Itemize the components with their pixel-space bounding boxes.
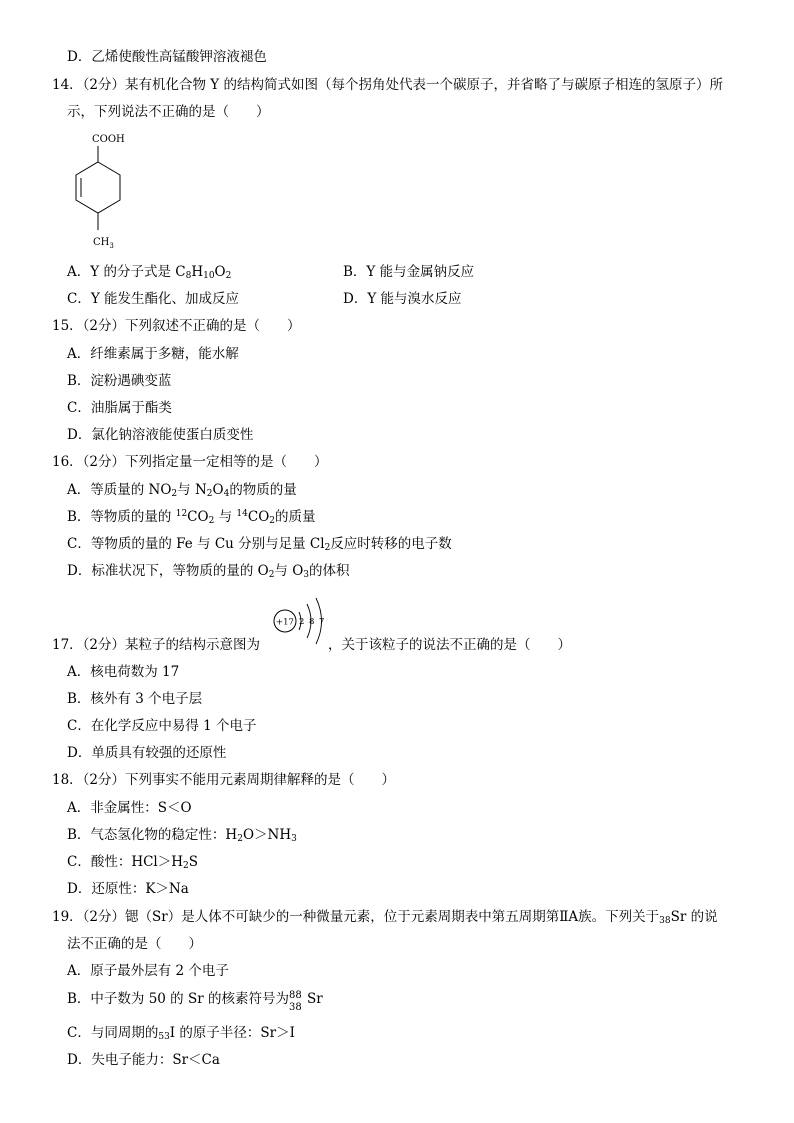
q14-option-a: A．Y 的分子式是 $C_8H_{10}O_2$ [67, 264, 232, 281]
svg-text:CH3: $CH_3$ [93, 237, 114, 250]
q17-stem-post: ，关于该粒子的说法不正确的是（ ） [328, 637, 571, 653]
q19-stem-line2: 法不正确的是（ ） [67, 936, 202, 952]
q15-option-d: D．氯化钠溶液能使蛋白质变性 [67, 427, 254, 443]
q18-option-c: C．酸性：$HCl>H_2S$ [67, 854, 199, 871]
cooh-label: COOH [92, 134, 125, 145]
q19-option-a: A．原子最外层有 2 个电子 [67, 963, 229, 979]
nucleus-label: +17 [276, 617, 294, 628]
q19-stem-line1: 19．（2分）锶（Sr）是人体不可缺少的一种微量元素，位于元素周期表中第五周期第ⅡA族。下列关于$_{38}$Sr 的说 [52, 909, 718, 926]
shell-2-electrons: 8 [309, 617, 315, 627]
q18-stem: 18．（2分）下列事实不能用元素周期律解释的是（ ） [52, 772, 396, 788]
q16-option-d: D．标准状况下，等物质的量的 $O_2$与 $O_3$的体积 [67, 563, 350, 580]
shell-1-electrons: 2 [299, 617, 305, 627]
q14-option-b: B．Y 能与金属钠反应 [343, 264, 475, 280]
q16-option-a: A．等质量的 $NO_2$与 $N_2O_4$的物质的量 [67, 482, 297, 499]
q19-option-c: C．与同周期的$_{53}$I 的原子半径：Sr＞I [67, 1025, 295, 1042]
q19-option-d: D．失电子能力：Sr＜Ca [67, 1052, 220, 1068]
q19-option-b: B．中子数为 50 的 Sr 的核素符号为 88 38 Sr [67, 989, 323, 1013]
q15-option-c: C．油脂属于酯类 [67, 400, 172, 416]
ch3-label: CH [93, 237, 110, 248]
q14-stem-line2: 示，下列说法不正确的是（ ） [67, 104, 270, 120]
q18-option-b: B．气态氢化物的稳定性：$H_2O>NH_3$ [67, 827, 297, 844]
q17-stem-pre: 17．（2分）某粒子的结构示意图为 [52, 637, 261, 653]
q17-atom-structure-diagram [272, 596, 332, 648]
q13-option-d: D．乙烯使酸性高锰酸钾溶液褪色 [67, 49, 267, 65]
q14-option-d: D．Y 能与溴水反应 [343, 291, 462, 307]
q17-option-b: B．核外有 3 个电子层 [67, 691, 203, 707]
shell-3-electrons: 7 [319, 617, 325, 627]
q18-option-d: D．还原性：K＞Na [67, 881, 189, 897]
q15-option-b: B．淀粉遇碘变蓝 [67, 373, 172, 389]
q15-option-a: A．纤维素属于多糖，能水解 [67, 346, 239, 362]
q16-stem: 16．（2分）下列指定量一定相等的是（ ） [52, 454, 328, 470]
q14-structure-diagram [60, 128, 150, 253]
q15-stem: 15．（2分）下列叙述不正确的是（ ） [52, 318, 301, 334]
q16-option-c: C．等物质的量的 Fe 与 Cu 分别与足量 $Cl_2$反应时转移的电子数 [67, 536, 452, 553]
q16-option-b: B．等物质的量的 $^{12}CO_2$ 与 $^{14}CO_2$的质量 [67, 509, 316, 526]
q17-option-a: A．核电荷数为 17 [67, 664, 180, 680]
q18-option-a: A．非金属性：S＜O [67, 800, 192, 816]
q14-option-c: C．Y 能发生酯化、加成反应 [67, 291, 240, 307]
q17-option-d: D．单质具有较强的还原性 [67, 745, 227, 761]
q17-option-c: C．在化学反应中易得 1 个电子 [67, 718, 257, 734]
nuclide-symbol: 88 38 [288, 989, 302, 1013]
q14-stem-line1: 14．（2分）某有机化合物 Y 的结构简式如图（每个拐角处代表一个碳原子，并省略了与碳原子相连的氢原子）所 [52, 77, 724, 93]
